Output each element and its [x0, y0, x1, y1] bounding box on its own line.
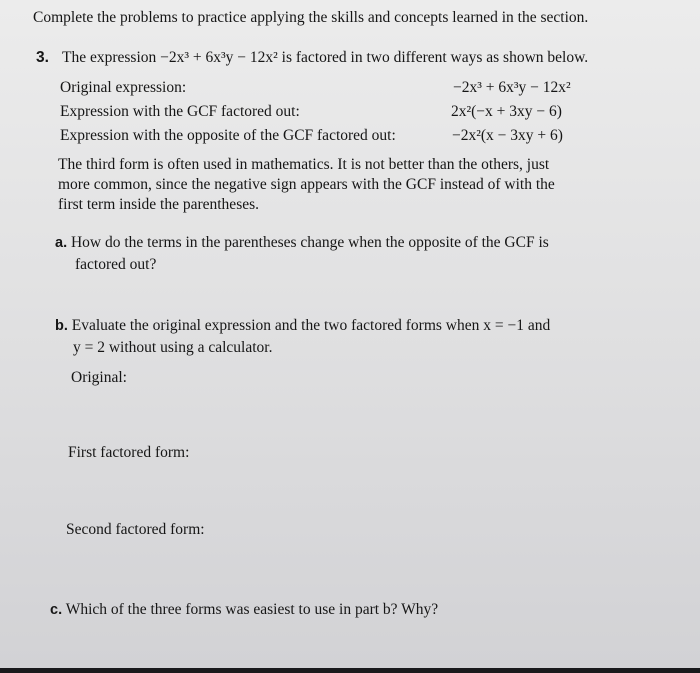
- opposite-gcf-expression: −2x²(x − 3xy + 6): [452, 127, 563, 144]
- paragraph-line: more common, since the negative sign appears with the GCF instead of with the: [58, 176, 555, 193]
- paragraph-line: first term inside the parentheses.: [58, 196, 260, 213]
- part-b-text: Evaluate the original expression and the two factored forms when x = −1 and: [71, 317, 551, 334]
- original-answer-label: Original:: [71, 369, 127, 386]
- gcf-expression: 2x²(−x + 3xy − 6): [451, 103, 562, 120]
- bottom-edge: [0, 668, 700, 673]
- part-b-text-continued: y = 2 without using a calculator.: [73, 339, 273, 356]
- part-c-question: [50, 601, 438, 619]
- original-expression-label: Original expression:: [60, 79, 187, 96]
- first-factored-answer-label: First factored form:: [68, 444, 190, 461]
- part-c-text: Which of the three forms was easiest to use in part b? Why?: [65, 601, 439, 618]
- part-b-question: [55, 317, 550, 335]
- part-b-letter: b.: [55, 318, 68, 334]
- part-a-letter: a.: [55, 235, 68, 251]
- part-a-question: [55, 234, 549, 252]
- paragraph-line: The third form is often used in mathematics. It is not better than the others, just: [58, 156, 550, 173]
- opposite-gcf-expression-label: Expression with the opposite of the GCF factored out:: [60, 127, 396, 144]
- explanation-paragraph: [58, 155, 618, 215]
- second-factored-answer-label: Second factored form:: [66, 521, 205, 538]
- problem-number: 3.: [36, 49, 49, 66]
- part-a-text: How do the terms in the parentheses change when the opposite of the GCF is: [70, 234, 549, 251]
- problem-statement: The expression −2x³ + 6x³y − 12x² is factored in two different ways as shown below.: [62, 49, 589, 66]
- part-a-text-continued: factored out?: [75, 256, 157, 273]
- part-c-letter: c.: [50, 602, 63, 618]
- gcf-expression-label: Expression with the GCF factored out:: [60, 103, 300, 120]
- section-instructions: Complete the problems to practice applying the skills and concepts learned in the section.: [33, 9, 589, 26]
- original-expression: −2x³ + 6x³y − 12x²: [453, 79, 571, 96]
